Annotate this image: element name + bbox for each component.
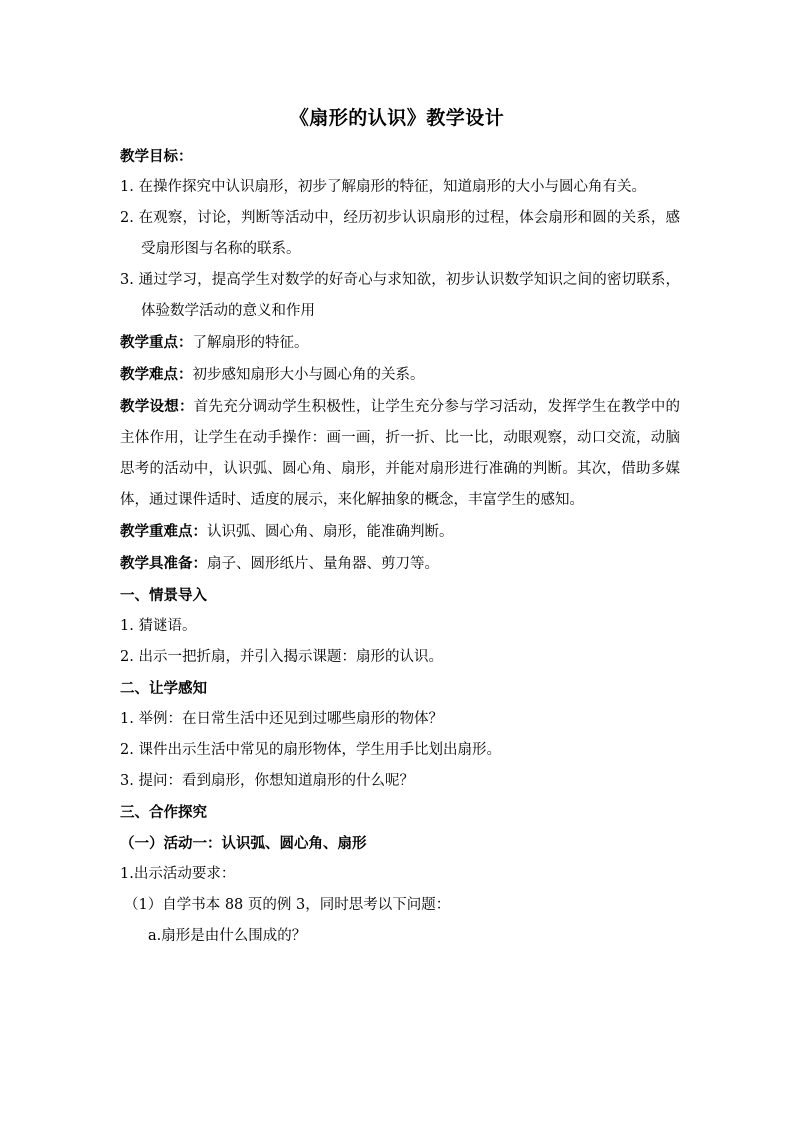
design-idea-paragraph	[120, 391, 680, 516]
design-idea-label: 教学设想：	[120, 398, 194, 415]
objectives-heading: 教学目标：	[120, 148, 193, 165]
design-idea-text: 首先充分调动学生积极性，让学生充分参与学习活动，发挥学生在教学中的主体作用，让学生在动手操作：画一画，折一折、比一比，动眼观察，动口交流，动脑思考的活动中，认识弧、圆心角、扇形，并能对扇形进行准确的判断。其次，借助多媒体，通过课件适时、适度的展示，来化解抽象的概念，丰富学生的感知。	[120, 399, 680, 508]
section2-item: 1. 举例：在日常生活中还见到过哪些扇形的物体？	[120, 711, 443, 727]
key-point-paragraph	[120, 327, 680, 359]
objective-item: 2. 在观察，讨论，判断等活动中，经历初步认识扇形的过程，体会扇形和圆的关系，感受扇形图与名称的联系。	[120, 210, 680, 257]
key-difficulty-text: 认识弧、圆心角、扇形，能准确判断。	[207, 524, 454, 540]
section2-item: 3. 提问：看到扇形，你想知道扇形的什么呢？	[120, 773, 414, 789]
key-point-text: 了解扇形的特征。	[192, 335, 309, 351]
step1-text: 1.出示活动要求：	[120, 866, 236, 882]
section2-heading: 二、让学感知	[120, 680, 207, 697]
section1-item: 1. 猜谜语。	[120, 618, 197, 634]
materials-label: 教学具准备：	[120, 555, 207, 572]
materials-text: 扇子、圆形纸片、量角器、剪刀等。	[207, 556, 439, 572]
section3-heading: 三、合作探究	[120, 804, 207, 821]
key-point-label: 教学重点：	[120, 334, 193, 351]
section1-heading: 一、情景导入	[120, 587, 207, 604]
question-a-text: a.扇形是由什么围成的？	[148, 928, 307, 944]
materials-paragraph	[120, 548, 680, 580]
difficulty-paragraph	[120, 359, 680, 391]
section1-item: 2. 出示一把折扇，并引入揭示课题：扇形的认识。	[120, 649, 443, 665]
document-title: 《扇形的认识》教学设计	[289, 107, 505, 129]
sub1-text: （1）自学书本 88 页的例 3，同时思考以下问题：	[124, 897, 451, 913]
key-difficulty-label: 教学重难点：	[120, 523, 207, 540]
difficulty-text: 初步感知扇形大小与圆心角的关系。	[192, 367, 425, 383]
activity1-heading: （一）活动一：认识弧、圆心角、扇形	[120, 835, 367, 852]
key-difficulty-paragraph	[120, 516, 680, 548]
objective-item: 1. 在操作探究中认识扇形，初步了解扇形的特征，知道扇形的大小与圆心角有关。	[120, 179, 646, 195]
difficulty-label: 教学难点：	[120, 366, 193, 383]
document-body	[120, 141, 680, 952]
objective-item: 3. 通过学习，提高学生对数学的好奇心与求知欲，初步认识数学知识之间的密切联系，体验数学活动的意义和作用	[120, 272, 680, 319]
section2-item: 2. 课件出示生活中常见的扇形物体，学生用手比划出扇形。	[120, 742, 501, 758]
